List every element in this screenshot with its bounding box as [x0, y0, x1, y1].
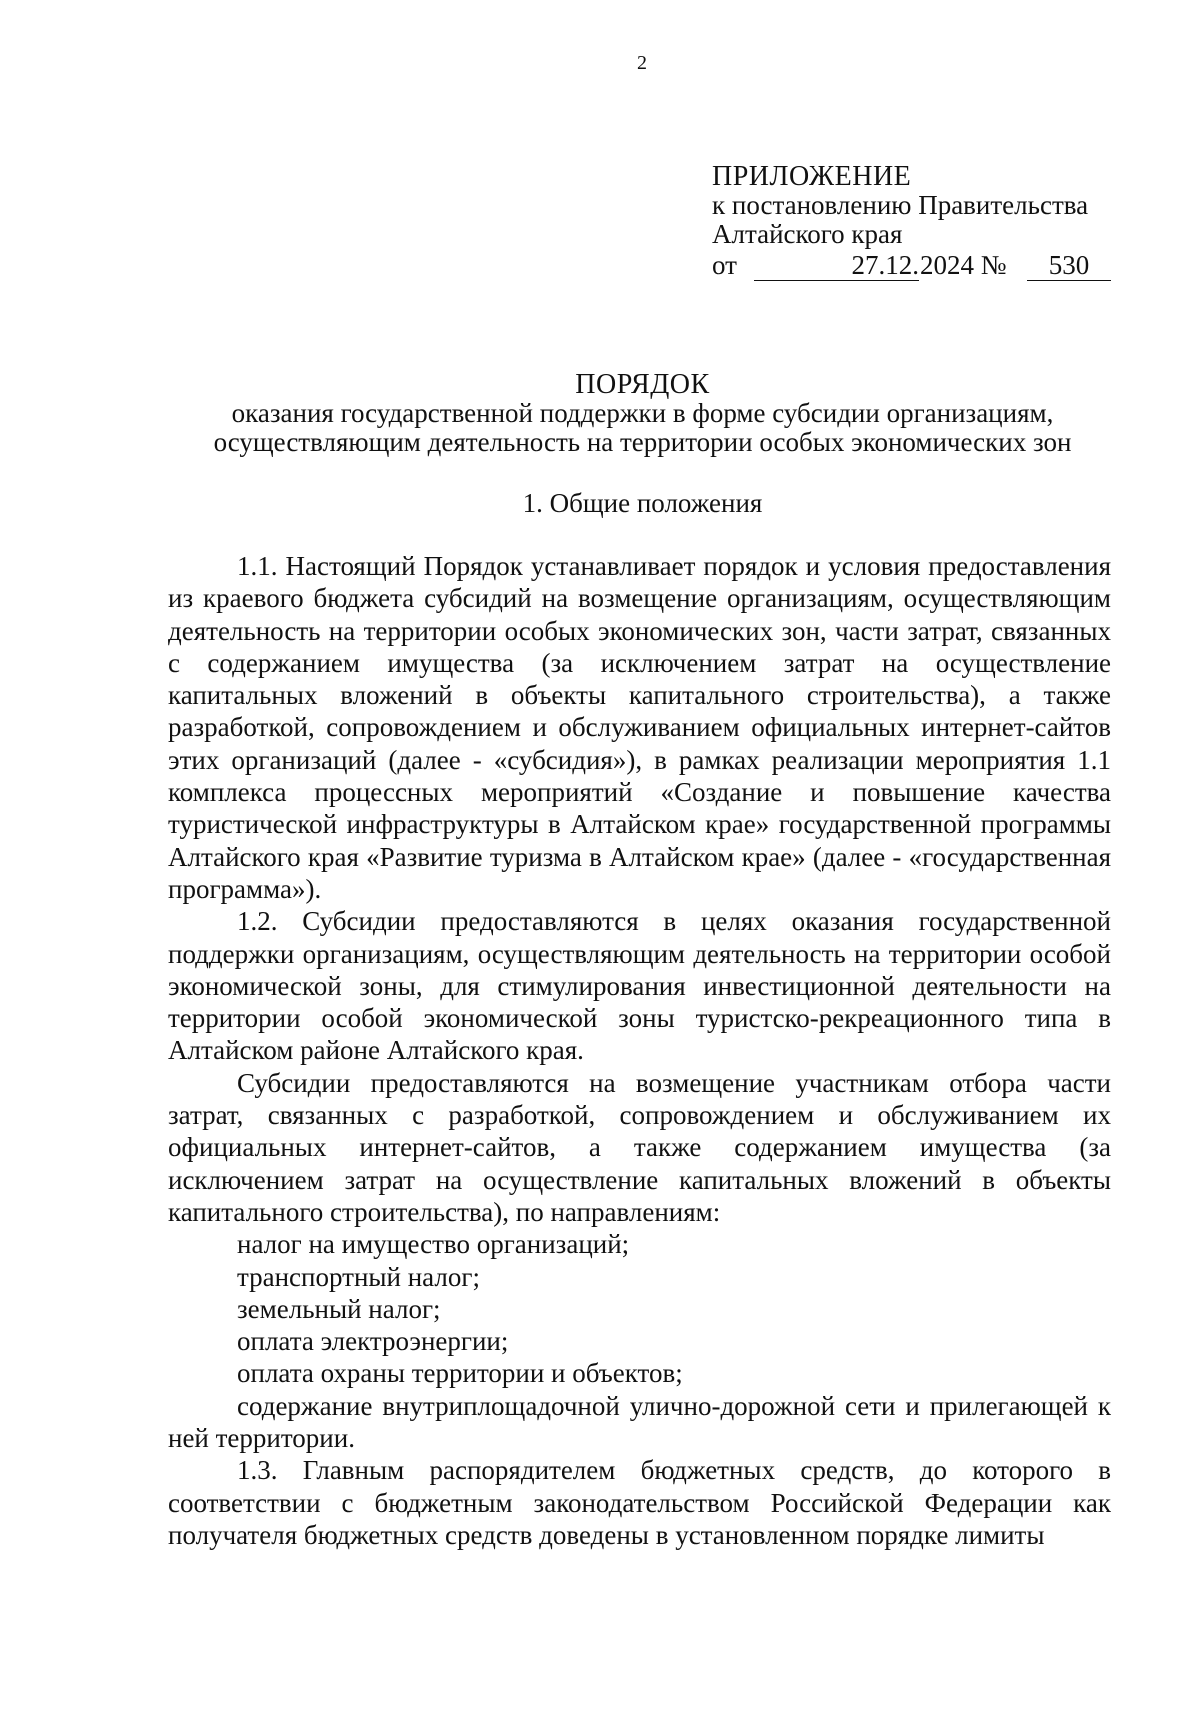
- list-item: содержание внутриплощадочной улично-дорожной сети и прилегающей к ней территории.: [168, 1390, 1111, 1454]
- date-underline: [754, 251, 919, 281]
- document-body: [168, 550, 1111, 1551]
- list-item: транспортный налог;: [237, 1261, 480, 1292]
- document-subtitle-line-1: оказания государственной поддержки в форме субсидии организациям,: [231, 398, 1054, 428]
- list-item: налог на имущество организаций;: [237, 1229, 630, 1260]
- appendix-line-2: Алтайского края: [712, 219, 903, 249]
- document-title-block: [170, 370, 1115, 457]
- document-subtitle-line-2: осуществляющим деятельность на территории особых экономических зон: [213, 427, 1072, 457]
- list-item: земельный налог;: [237, 1293, 441, 1324]
- page-number: 2: [637, 52, 647, 74]
- paragraph-1-1: 1.1. Настоящий Порядок устанавливает порядок и условия предоставления из краевого бюджета субсидий на возмещение организациям, осуществляющим деятельность на территории особых экономических зон, части затрат, связанных с содержанием имущества (за исключением затрат на осуществление капитальных вложений в объекты капитального строительства), а также разработкой, сопровождением и обслуживанием официальных интернет-сайтов этих организаций (далее - «субсидия»), в рамках реализации мероприятия 1.1 комплекса процессных мероприятий «Создание и повышение качества туристической инфраструктуры в Алтайском крае» государственной программы Алтайского края «Развитие туризма в Алтайском крае» (далее - «государственная программа»).: [168, 551, 1111, 904]
- list-item: оплата электроэнергии;: [237, 1326, 509, 1357]
- paragraph-1-2: 1.2. Субсидии предоставляются в целях оказания государственной поддержки организациям, осуществляющим деятельность на территории особой экономической зоны, для стимулирования инвестиционной деятельности на территории особой экономической зоны туристско-рекреационного типа в Алтайском районе Алтайского края.: [168, 906, 1111, 1066]
- document-number: 530: [1027, 251, 1111, 281]
- date-value: 27.12.: [851, 250, 919, 280]
- paragraph-1-3: 1.3. Главным распорядителем бюджетных средств, до которого в соответствии с бюджетным законодательством Российской Федерации как получателя бюджетных средств доведены в установленном порядке лимиты: [168, 1455, 1111, 1550]
- appendix-line-1: к постановлению Правительства: [712, 190, 1089, 220]
- date-prefix: от: [712, 250, 737, 280]
- appendix-title: ПРИЛОЖЕНИЕ: [712, 161, 912, 192]
- section-title: 1. Общие положения: [522, 488, 763, 518]
- paragraph-subsidy-directions: Субсидии предоставляются на возмещение участникам отбора части затрат, связанных с разработкой, сопровождением и обслуживанием их официальных интернет-сайтов, а также содержанием имущества (за исключением затрат на осуществление капитальных вложений в объекты капитального строительства), по направлениям:: [168, 1067, 1111, 1227]
- appendix-date-line: [712, 251, 1088, 281]
- document-title: ПОРЯДОК: [575, 369, 710, 400]
- list-item: оплата охраны территории и объектов;: [237, 1358, 683, 1389]
- year-and-number-sign: 2024 №: [920, 250, 1007, 280]
- appendix-block: [712, 162, 1088, 281]
